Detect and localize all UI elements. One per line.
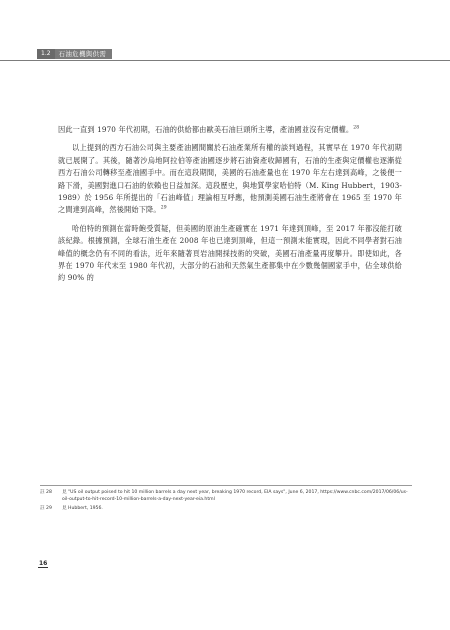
- footnote-ref[interactable]: 29: [160, 206, 167, 212]
- paragraph-text: 因此一直到 1970 年代初期，石油的供給都由歐美石油巨頭所主導，產油國並沒有定價權。: [58, 125, 354, 134]
- paragraph-3: [58, 223, 402, 285]
- body-text: [58, 124, 402, 291]
- footnote-ref[interactable]: 28: [353, 125, 360, 131]
- page-number: 16: [39, 560, 48, 567]
- footnote-item: [40, 505, 412, 512]
- paragraph-text: 哈伯特的預測在當時飽受質疑，但美國的原油生產確實在 1971 年達到頂峰，至 2017 年都沒能打破該紀錄。根據預測，全球石油生產在 2008 年也已達到頂峰，但這一預測未能實現，因此不同學者對石油峰值的概念仍有不同的看法，近年來隨著頁岩油開採技術的突破，美國石油產量再度攀升。即使如此，各界在 1970 年代末至 1980 年代初，大部分的石油和天然氣生產都集中在少數幾個國家手中，佔全球供給約 90% 的: [58, 223, 402, 283]
- footnote-item: [40, 489, 412, 503]
- paragraph-2: [58, 142, 402, 216]
- footnote-text: 見 Hubbert, 1956.: [62, 506, 103, 511]
- footnote-divider: [40, 485, 412, 486]
- footnotes: [40, 489, 412, 514]
- paragraph-1: [58, 124, 402, 136]
- chapter-number: 1.2: [37, 49, 55, 59]
- chapter-tab: [37, 49, 112, 59]
- footnote-text: 見 "US oil output poised to hit 10 million barrels a day next year, breaking 1970 record, EIA says", June 6, 2017, https://www.cnbc.com/2017/06/06/us-oil-output-to-hit-record-10-million-barrels-a-day-next-year-eia.html: [62, 490, 408, 502]
- paragraph-text: 以上提到的西方石油公司與主要產油國間關於石油產業所有權的談判過程，其實早在 1970 年代初期就已展開了。其後，隨著沙烏地阿拉伯等產油國逐步將石油資產收歸國有，石油的生產與定價權也逐漸從西方石油公司轉移至產油國手中。而在這段期間，美國的石油產量也在 1970 年左右達到高峰，之後便一路下滑，美國對進口石油的依賴也日益加深。這段歷史，與地質學家哈伯特（M. King Hubbert，1903-1989）於 1956 年所提出的「石油峰值」理論相互呼應，他預測美國石油生產將會在 1965 至 1970 年之間達到高峰，然後開始下降。: [58, 143, 402, 215]
- footnote-label: 註 28: [40, 490, 52, 495]
- footnote-label: 註 29: [40, 506, 52, 511]
- chapter-title: 石油危機與供需: [55, 49, 113, 59]
